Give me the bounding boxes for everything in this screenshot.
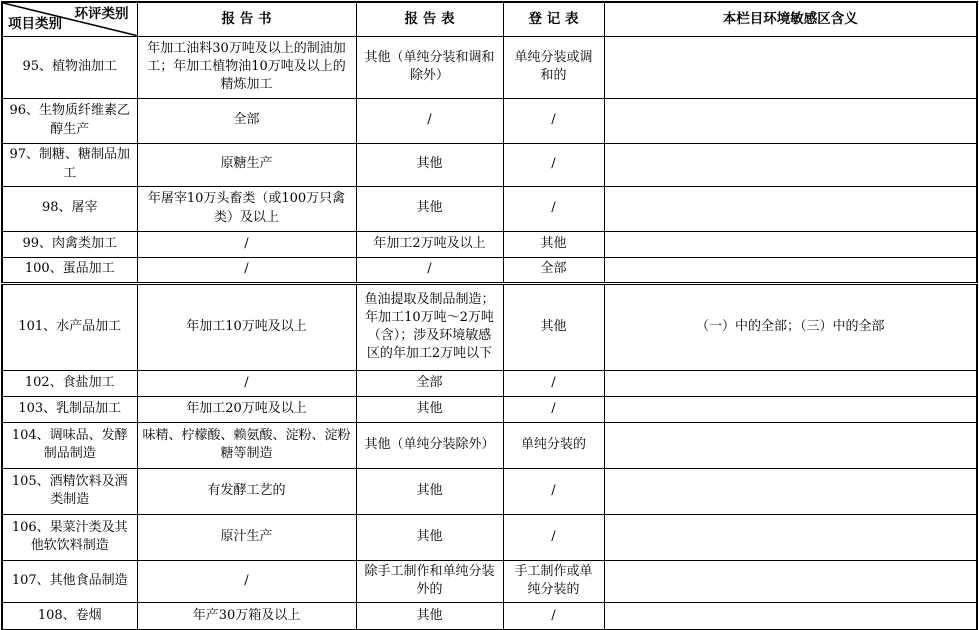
cell-registration-form: / xyxy=(503,143,604,186)
table-row xyxy=(2,143,977,186)
cell-registration-form: 单纯分装的 xyxy=(503,422,604,468)
cell-sensitive-meaning xyxy=(604,143,977,186)
cell-sensitive-meaning xyxy=(604,257,977,283)
cell-sensitive-meaning: （一）中的全部；（三）中的全部 xyxy=(604,283,977,370)
cell-sensitive-meaning xyxy=(604,370,977,396)
header-report-book: 报 告 书 xyxy=(137,2,356,36)
cell-registration-form: / xyxy=(503,370,604,396)
cell-registration-form: / xyxy=(503,98,604,143)
cell-report-form: / xyxy=(356,98,503,143)
cell-registration-form: / xyxy=(503,468,604,514)
cell-sensitive-meaning xyxy=(604,560,977,602)
cell-registration-form: / xyxy=(503,514,604,560)
corner-label-project-category: 项目类别 xyxy=(8,15,62,32)
cell-sensitive-meaning xyxy=(604,514,977,560)
table-row xyxy=(2,186,977,231)
table-row xyxy=(2,602,977,630)
cell-report-form: 其他 xyxy=(356,143,503,186)
cell-registration-form: 其他 xyxy=(503,231,604,257)
cell-report-book: / xyxy=(137,560,356,602)
table-row xyxy=(2,370,977,396)
header-registration-form: 登 记 表 xyxy=(503,2,604,36)
cell-category: 96、生物质纤维素乙醇生产 xyxy=(2,98,137,143)
cell-report-book: / xyxy=(137,370,356,396)
cell-registration-form: / xyxy=(503,602,604,630)
cell-report-book: 年加工油料30万吨及以上的制油加工；年加工植物油10万吨及以上的精炼加工 xyxy=(137,36,356,98)
cell-sensitive-meaning xyxy=(604,186,977,231)
cell-report-book: 味精、柠檬酸、赖氨酸、淀粉、淀粉糖等制造 xyxy=(137,422,356,468)
table-row xyxy=(2,560,977,602)
cell-registration-form: 全部 xyxy=(503,257,604,283)
cell-category: 102、食盐加工 xyxy=(2,370,137,396)
cell-sensitive-meaning xyxy=(604,602,977,630)
cell-report-book: / xyxy=(137,257,356,283)
cell-report-book: 年屠宰10万头畜类（或100万只禽类）及以上 xyxy=(137,186,356,231)
cell-report-book: 全部 xyxy=(137,98,356,143)
cell-category: 99、肉禽类加工 xyxy=(2,231,137,257)
cell-category: 103、乳制品加工 xyxy=(2,396,137,422)
cell-sensitive-meaning xyxy=(604,468,977,514)
table-row xyxy=(2,257,977,283)
corner-label-eia-category: 环评类别 xyxy=(74,6,129,22)
cell-report-book: 原汁生产 xyxy=(137,514,356,560)
cell-report-book: 原糖生产 xyxy=(137,143,356,186)
cell-report-form: 其他 xyxy=(356,186,503,231)
table-row xyxy=(2,422,977,468)
cell-report-form: 全部 xyxy=(356,370,503,396)
cell-report-form: 其他（单纯分装和调和除外） xyxy=(356,36,503,98)
cell-report-form: 其他 xyxy=(356,396,503,422)
cell-sensitive-meaning xyxy=(604,422,977,468)
cell-category: 97、制糖、糖制品加工 xyxy=(2,143,137,186)
table-row xyxy=(2,98,977,143)
header-corner-cell xyxy=(2,2,137,36)
eia-classification-table xyxy=(1,1,978,630)
cell-category: 108、卷烟 xyxy=(2,602,137,630)
cell-report-book: 年加工20万吨及以上 xyxy=(137,396,356,422)
cell-report-form: 其他 xyxy=(356,602,503,630)
cell-category: 95、植物油加工 xyxy=(2,36,137,98)
cell-sensitive-meaning xyxy=(604,36,977,98)
table-row xyxy=(2,396,977,422)
table-row xyxy=(2,283,977,370)
cell-registration-form: 单纯分装或调和的 xyxy=(503,36,604,98)
cell-sensitive-meaning xyxy=(604,231,977,257)
cell-report-form: 除手工制作和单纯分装外的 xyxy=(356,560,503,602)
cell-category: 107、其他食品制造 xyxy=(2,560,137,602)
cell-report-book: / xyxy=(137,231,356,257)
cell-sensitive-meaning xyxy=(604,396,977,422)
cell-report-form: 其他（单纯分装除外） xyxy=(356,422,503,468)
header-row xyxy=(2,2,977,36)
cell-sensitive-meaning xyxy=(604,98,977,143)
cell-registration-form: 手工制作或单纯分装的 xyxy=(503,560,604,602)
cell-category: 105、酒精饮料及酒类制造 xyxy=(2,468,137,514)
cell-report-form: 鱼油提取及制品制造；年加工10万吨～2万吨（含）；涉及环境敏感区的年加工2万吨以下 xyxy=(356,283,503,370)
cell-report-form: / xyxy=(356,257,503,283)
cell-report-form: 其他 xyxy=(356,514,503,560)
cell-category: 104、调味品、发酵制品制造 xyxy=(2,422,137,468)
cell-category: 106、果菜汁类及其他软饮料制造 xyxy=(2,514,137,560)
cell-report-book: 有发酵工艺的 xyxy=(137,468,356,514)
table-row xyxy=(2,468,977,514)
table-row xyxy=(2,36,977,98)
header-report-form: 报 告 表 xyxy=(356,2,503,36)
cell-report-form: 其他 xyxy=(356,468,503,514)
cell-category: 98、屠宰 xyxy=(2,186,137,231)
header-sensitive-meaning: 本栏目环境敏感区含义 xyxy=(604,2,977,36)
cell-category: 100、蛋品加工 xyxy=(2,257,137,283)
cell-report-book: 年产30万箱及以上 xyxy=(137,602,356,630)
cell-report-book: 年加工10万吨及以上 xyxy=(137,283,356,370)
cell-category: 101、水产品加工 xyxy=(2,283,137,370)
table-row xyxy=(2,514,977,560)
cell-registration-form: / xyxy=(503,186,604,231)
table-row xyxy=(2,231,977,257)
cell-report-form: 年加工2万吨及以上 xyxy=(356,231,503,257)
cell-registration-form: / xyxy=(503,396,604,422)
cell-registration-form: 其他 xyxy=(503,283,604,370)
